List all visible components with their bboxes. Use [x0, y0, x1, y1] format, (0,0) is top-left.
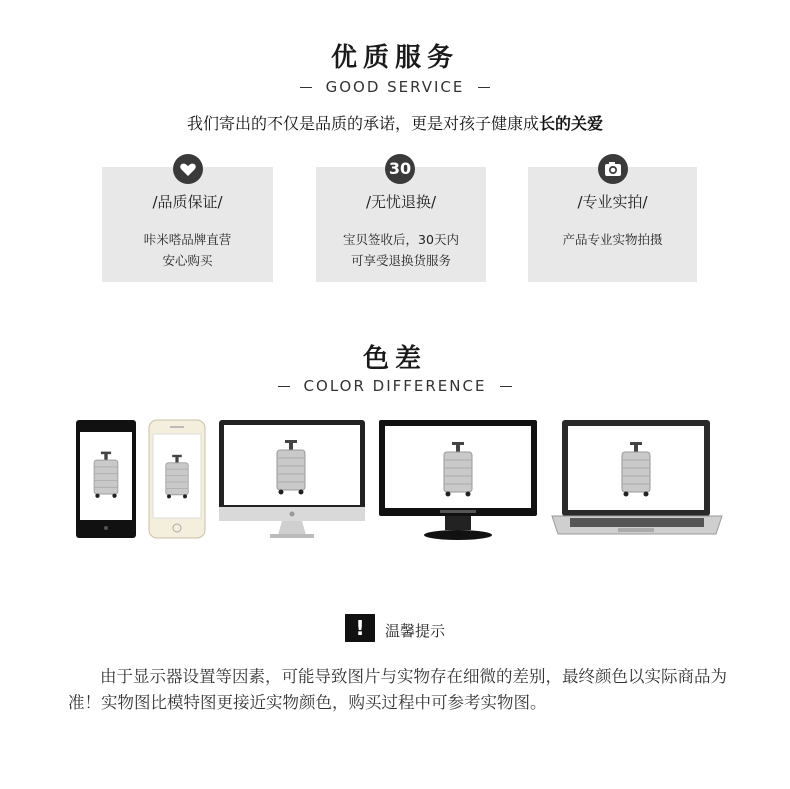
laptop	[552, 420, 722, 534]
dash-left	[300, 87, 312, 88]
color-diff-title: 色差	[362, 344, 427, 374]
warning-icon: !	[345, 614, 375, 642]
card-quality	[102, 167, 273, 282]
card-title: /专业实拍/	[577, 193, 648, 211]
card-desc-line1: 产品专业实物拍摄	[562, 232, 663, 247]
monitor	[379, 420, 537, 540]
card-title: /品质保证/	[152, 193, 223, 211]
color-diff-subtitle-text: COLOR DIFFERENCE	[303, 377, 487, 395]
color-diff-subtitle	[0, 377, 790, 395]
service-title: 优质服务	[330, 43, 459, 73]
devices-illustration	[0, 410, 790, 550]
dash-right	[478, 87, 490, 88]
heart-icon	[173, 154, 203, 184]
service-subtitle	[0, 78, 790, 96]
imac	[219, 420, 365, 538]
30-days-badge: 30	[385, 154, 415, 184]
card-desc-line1: 咔米嗒品牌直营	[143, 232, 232, 247]
iphone	[149, 420, 205, 538]
card-desc	[316, 229, 486, 271]
dash-left	[278, 386, 290, 387]
tagline-bold: 长的关爱	[539, 114, 604, 133]
card-title: /无忧退换/	[365, 193, 437, 211]
card-desc	[102, 229, 273, 271]
service-tagline	[0, 111, 790, 134]
dash-right	[500, 386, 512, 387]
card-desc-line2: 可享受退换货服务	[350, 253, 451, 268]
service-subtitle-text: GOOD SERVICE	[325, 78, 465, 96]
tip-label: 温馨提示	[385, 622, 446, 640]
tip-text: 由于显示器设置等因素，可能导致图片与实物存在细微的差别，最终颜色以实际商品为准！实物图比模特图更接近实物颜色，购买过程中可参考实物图。	[68, 667, 727, 712]
camera-icon	[598, 154, 628, 184]
card-desc-line1: 宝贝签收后，30天内	[343, 232, 459, 247]
card-return	[316, 167, 486, 282]
android-phone	[76, 420, 136, 538]
card-photo	[528, 167, 697, 282]
card-desc-line2: 安心购买	[162, 253, 213, 268]
tagline-normal: 我们寄出的不仅是品质的承诺，更是对孩子健康成	[186, 114, 539, 133]
card-desc	[528, 229, 697, 250]
